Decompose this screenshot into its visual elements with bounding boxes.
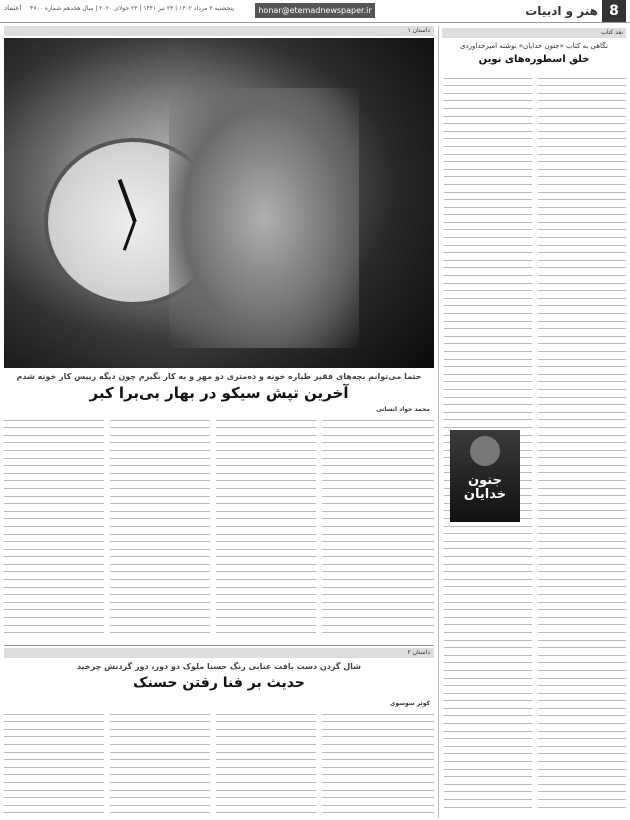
story-1-author: محمد جواد انسانی xyxy=(376,406,430,413)
book-cover-image xyxy=(450,430,520,522)
story-2-tag: داستان ۲ xyxy=(407,649,430,656)
review-kicker: نقد کتاب xyxy=(601,29,623,36)
story-2-headline: حدیث بر فنا رفتن حسنک xyxy=(133,675,305,691)
column-divider xyxy=(438,26,439,818)
story-2-text-col-4 xyxy=(4,708,104,816)
review-text-right xyxy=(538,72,626,812)
review-intro: نگاهی به کتاب «جنون خدایان» نوشته امیرخداوردی xyxy=(460,42,608,50)
story-1-text-col-1 xyxy=(322,414,434,640)
book-title-line1: جنون xyxy=(468,473,502,488)
book-review-column xyxy=(442,24,626,818)
story-2-text-col-2 xyxy=(216,708,316,816)
story-1-subhead: حتما می‌توانم بچه‌های فقیر طیاره خونه و ده‌متری دو مهر و به کار بگیرم چون دیگه رییس کار خونه شدم xyxy=(16,372,422,381)
story-1-text-col-4 xyxy=(4,414,104,640)
section-divider xyxy=(4,645,434,646)
section-title: هنر و ادبیات xyxy=(525,4,598,18)
story-2-subhead: شال گردن دست بافت عنابی رنگ حسنا ملوک دو دور، دور گردنش چرخید xyxy=(76,662,362,671)
page-number: 8 xyxy=(602,0,626,22)
story-1-headline: آخرین تپش سیکو در بهار بی‌برا کبر xyxy=(89,384,349,402)
review-headline: خلق اسطوره‌های نوین xyxy=(478,54,590,65)
story-1-text-col-2 xyxy=(216,414,316,640)
story-2-text-col-1 xyxy=(322,708,434,816)
dateline: پنجشنبه ۲ مرداد ۱۴۰۲ | ۲۳ تیر ۱۴۴۱ | ۲۳ جولای ۲۰۲۰ | سال هجدهم شماره ۴۷۰۰ xyxy=(30,5,235,12)
story-2-text-col-3 xyxy=(110,708,210,816)
hand-shape xyxy=(169,88,359,348)
story-2-tag-bar xyxy=(4,648,434,658)
story-2-author: کوثر سوسوی xyxy=(389,700,430,707)
clock-photo xyxy=(4,38,434,368)
book-title-line2: خدایان xyxy=(463,487,507,502)
story-1-text-col-3 xyxy=(110,414,210,640)
story-1-tag: داستان ۱ xyxy=(407,27,430,34)
story-tag-bar xyxy=(4,26,434,36)
section-email: honar@etemadnewspaper.ir xyxy=(255,3,375,18)
newspaper-logo: اعتماد xyxy=(4,4,22,12)
